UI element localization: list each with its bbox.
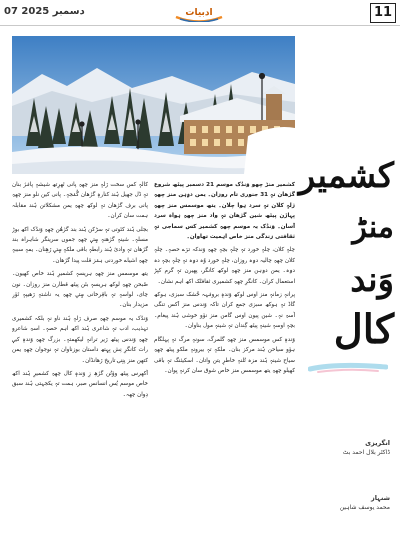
article-column-right (154, 180, 295, 535)
page-header (0, 0, 400, 26)
article-title (299, 150, 394, 354)
paragraph: بجلی ہُند کٹوتی تہٕ سڑکن ہُند بند گژھُن چھہِ وَندُک اکھ بوڑ مسلہٕ۔ شینہٕ گژھنہٕ سٟتؠ چھہِ جموں سرینگر شاہراہ بند گژھان تہٕ وادیٔ ہُند رابطہٕ باقی ملکہٕ سٟتؠ ژھٕنان۔ یمہٕ سببہٕ چھہِ اشیاے خوردنی ہنٛز قلت پیدا گژھان۔ (12, 226, 148, 264)
translator-credit (295, 493, 390, 513)
paragraph: وَندہٕ کس موسمس منز چھہِ گلمرگ، سونہٕ مرگ تہٕ پہلگام ہوٚو سیاحن ہُند مرکز بنان۔ ملکہٕ تہٕ بیرونہٕ ملکو پیٹھ چھہِ سیاح شینہٕ ہُند مزہ تُلنہٕ خاطرٕ یتن واتان۔ اسکیئنگ تہٕ باقی کھیلو چھہِ یتھ موسمس منز خاص شوق سان کرنہٕ یِوان۔ (154, 336, 295, 374)
translator-label: شنہاز (370, 494, 390, 502)
title-line-2: منڑ (352, 210, 394, 245)
translator-name: محمد یوسف شاہین (339, 504, 390, 511)
title-line-4: کال (333, 306, 394, 353)
writer-label: انگریزی (365, 439, 390, 447)
snow-landscape-image (12, 36, 295, 174)
article-column-left (12, 180, 148, 535)
paragraph: کالہٕ کس سخت ژلہٕ منز چھہِ پانی ٹھرِتھ شیشہٕ پانٛژ بنان تہٕ ڈل جھیل ہُند کنارہٕ گژھان گُنٛجہٕ۔ پانی کین نلو منز چھہِ پانی برف گژھان تہٕ لوکھ چھہِ یمن مشکلاتن ہُند مقابلہ ہمت سان کران۔ (12, 182, 148, 220)
title-line-1: کشمیر (298, 156, 394, 196)
paragraph: یتھ موسمس منز چھہِ ہریسہٕ کشمیرِ ہُند خاص کھیون۔ صُبحن چھہِ لوکھ ہریسہٕ بٹن پیٹھ قطارن منز روزان۔ نون چای، لواسہٕ تہٕ باقِرخانی سٟتؠ چھہِ یہ ناشتہٕ ژھیپہٕ ٹوٚرِ مزیدار بنان۔ (12, 271, 148, 309)
title-brush-accent (308, 361, 388, 375)
paragraph: آکھرس پیٹھ ووٚنُن گژھِ زِ وَندہٕ کال چھہِ کشمیرِ ہُند اکھ خاص موسم یُس انسانس صبر، ہمت تہٕ یکجہتی ہُند سبق دِوان چھہ۔ (12, 370, 148, 398)
section-logo (174, 4, 224, 22)
section-logo-mark (174, 4, 224, 22)
issue-date: 07 دسمبر 2025 (4, 6, 85, 17)
article-photo (12, 36, 295, 174)
page-number: 11 (370, 3, 396, 23)
paragraph: کشمیر منڑ چھو وَندُک موسم 21 دسمبر پیٹھ شروع گژھان تہٕ 31 جنوری تام روزان۔ یمن دۄہن منز چھہِ ژلہٕ کلان تہٕ سرد ہوا چلان۔ یتھ موسمس منز چھہِ پہاڑن پیٹھ شین گژھان تہٕ واد منز چھہِ ہواہ سرد آسان۔ وَندُک یہ موسم چھہِ کشمیر کس سماجی تہٕ ثقافتی زندگی منز خاص اہمیت تھاوان۔ (154, 182, 295, 241)
paragraph: وَندُک یہ موسم چھہِ صرف ژلہٕ ہُند ناو نہٕ بلکہ کشمیری تہذیب، ادب تہٕ شاعری ہُند اکھ اہم حصہٕ۔ اسہِ شاعرو چھہِ وَندس پیٹھ ژیر ترانہٕ لیکھمتہٕ۔ بزرگ چھہِ وَندہٕ کیؠ رات کانگرِ نِش بِہِتھ داستان بوزناوان تہٕ نوجوان چھہِ یمن کتھن منز پنٕنۍ تاریخ ژھانڈان۔ (12, 315, 148, 364)
writer-credit (295, 438, 390, 458)
title-line-3: وَند (350, 260, 394, 300)
svg-text:ادبیات: ادبیات (185, 8, 213, 18)
paragraph: چلہٕ کلان، چلہٕ خورد تہٕ چلہٕ بچہٕ چھہِ وَندکہ ترٛے حصہٕ۔ چلہٕ کلان چھہِ چالیہ دۄہ روزان، چلہٕ خورد وُہ دۄہ تہٕ چلہٕ بچہٕ دہ دۄہ۔ یمن دۄہن منز چھہِ لوکھ کانگر، پھیرن تہٕ گرم کپڑ استعمال کران۔ کانگرِ چھہِ کشمیری ثقافتُک اکھ اہم نشان۔ (154, 247, 295, 285)
paragraph: پرانہٕ زمانہٕ منز اوس لوکھ وَندہٕ برونٛہہ خُشک سبزی، ہوکھ گاڈ تہٕ ہوکھ سبزی جمع کران تاکہ وَندس منز اَکس تنگی آسہِ نہٕ۔ شین پیون اوس گامن منز نوٚو خوشی ہُند پیغام۔ بچہٕ اوسہٕ شینہٕ پیٹھ گِندان تہٕ شینہٕ مول بناوان۔ (154, 292, 295, 330)
writer-name: ڈاکٹر بلال احمد بٹ (342, 449, 390, 456)
